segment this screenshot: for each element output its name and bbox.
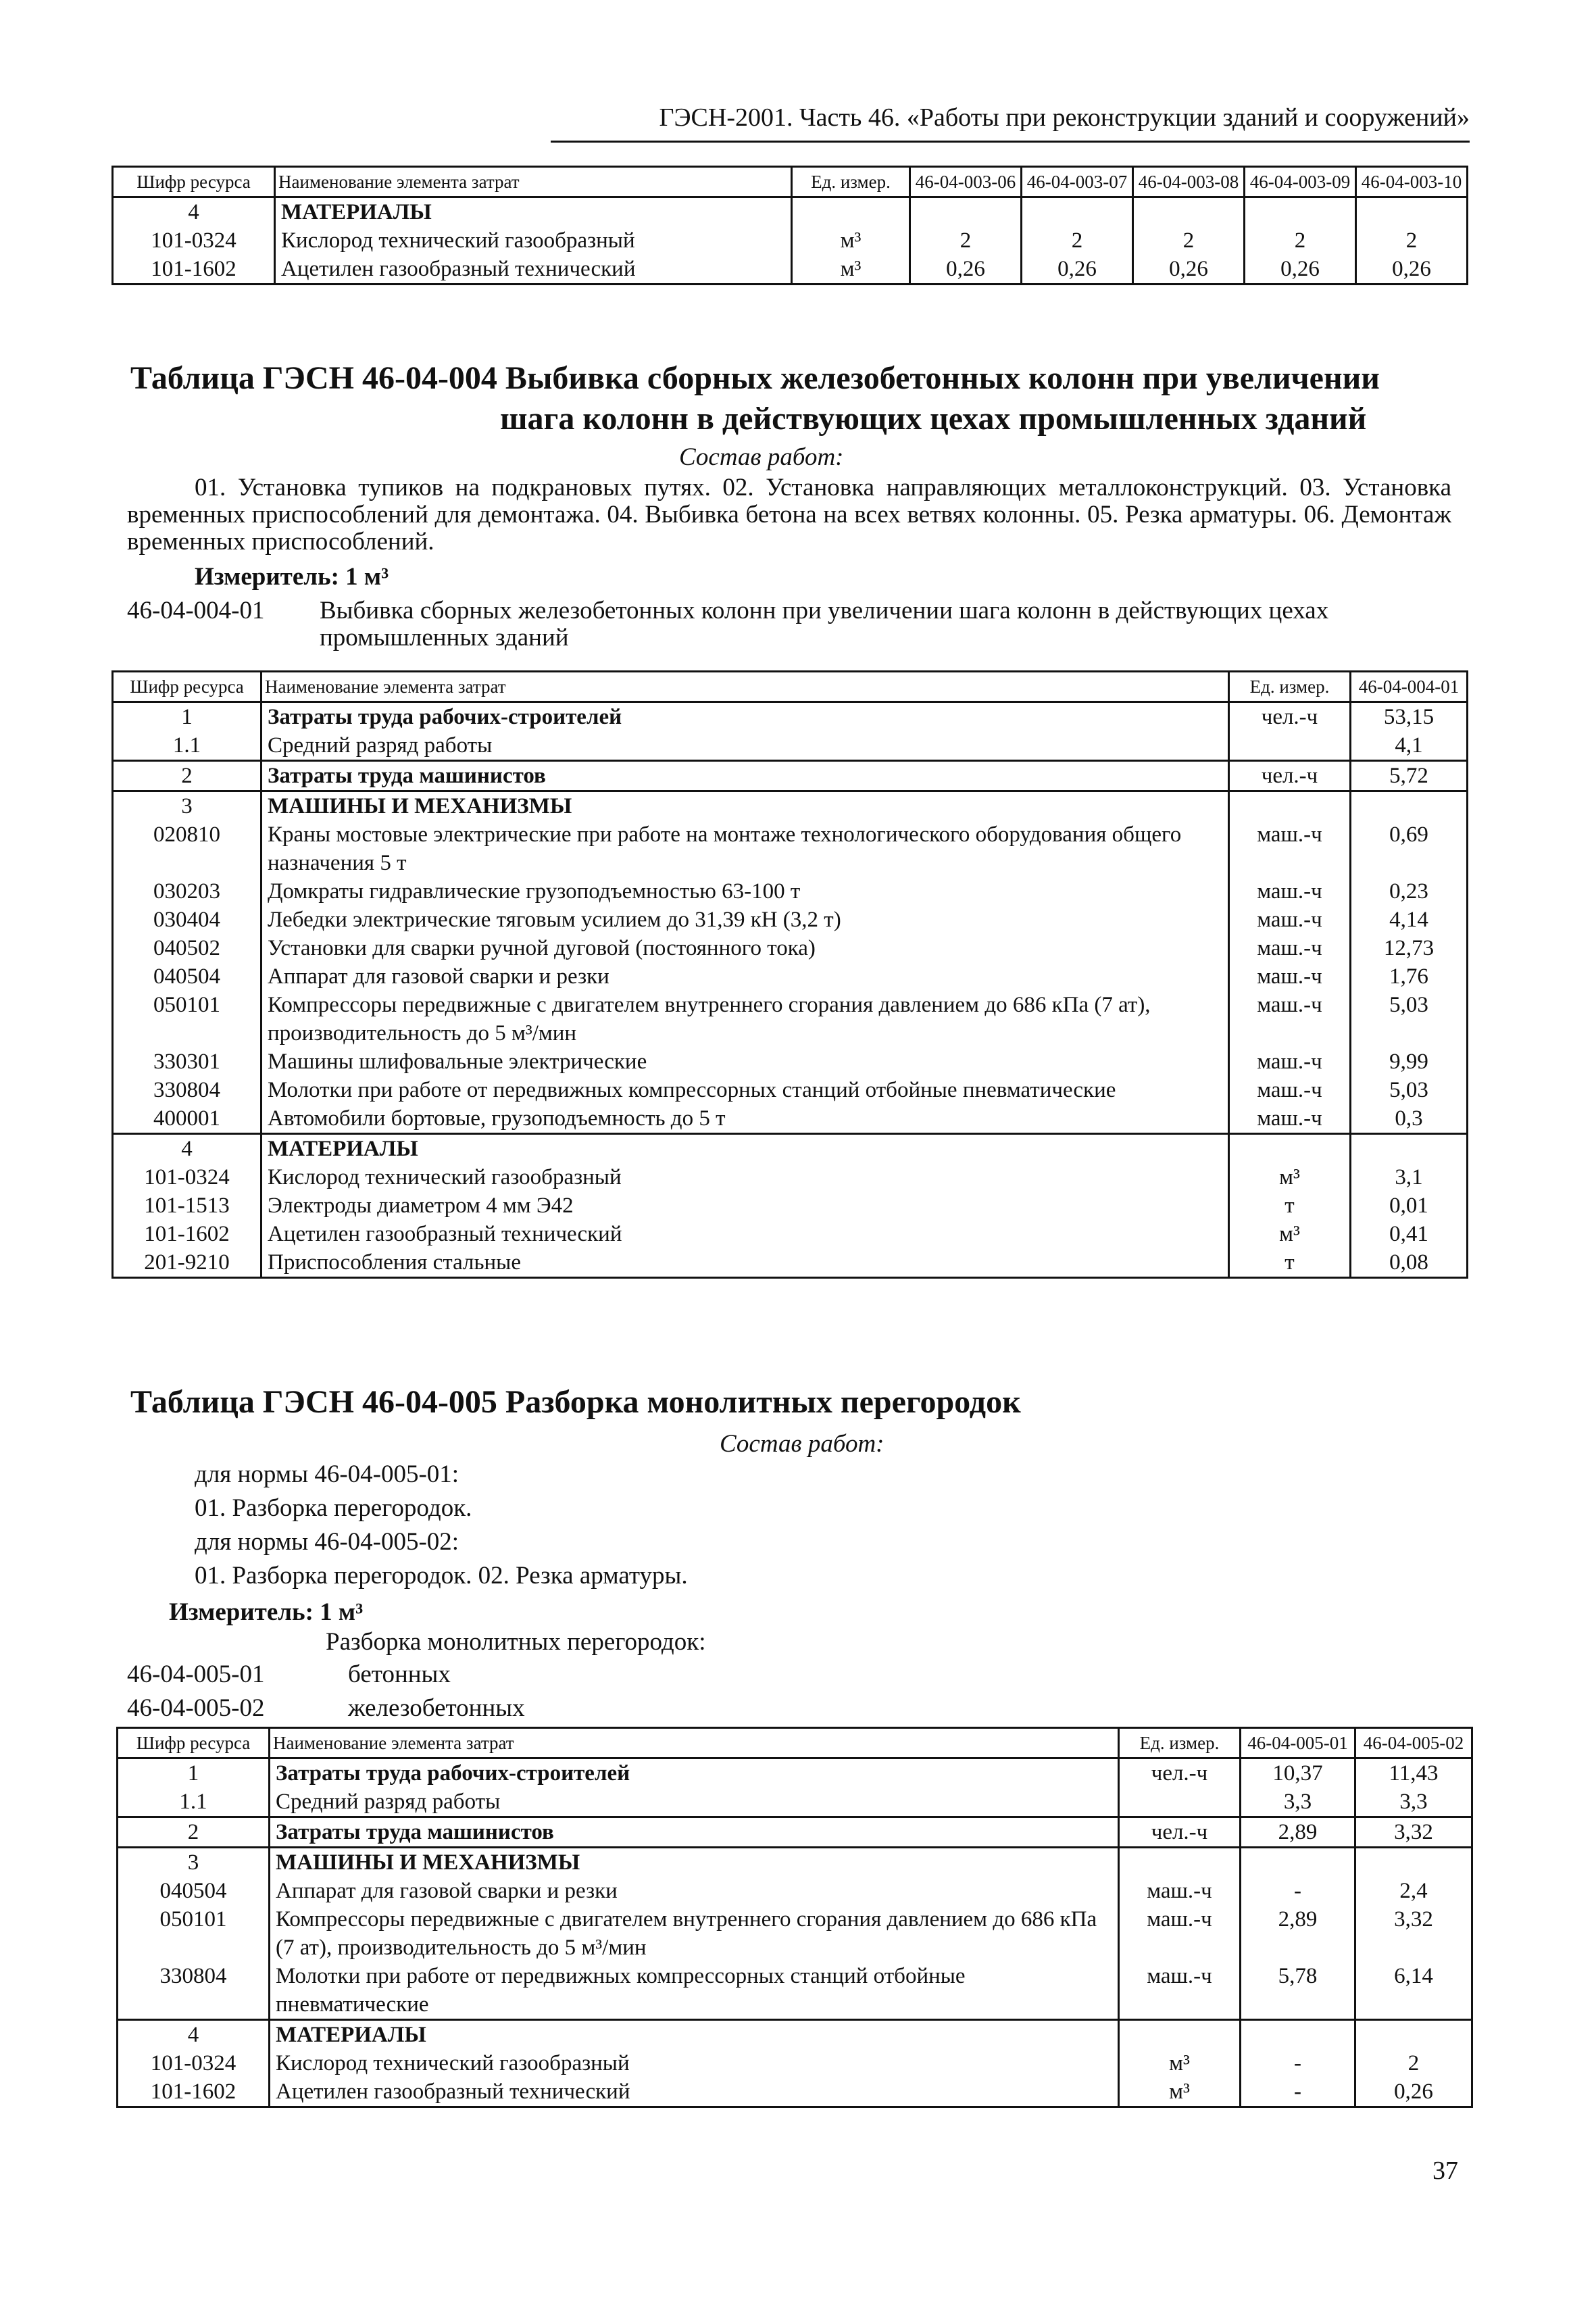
for-norm-1: для нормы 46-04-005-01:: [195, 1460, 459, 1488]
works-description: 01. Установка тупиков на подкрановых путях. 02. Установка направляющих металлоконструкций. 03. Установка временных приспособлений для демонтажа. 04. Выбивка бетона на всех ветвях колонны. 05. Резка арматуры. 06. Демонтаж временных приспособлений.: [127, 474, 1451, 556]
resource-code: 020810: [113, 820, 261, 877]
resource-unit: маш.-ч: [1119, 1962, 1241, 2020]
header-code: Шифр ресурса: [118, 1728, 270, 1758]
resource-unit: [1229, 791, 1351, 821]
resource-name: МАШИНЫ И МЕХАНИЗМЫ: [261, 791, 1229, 821]
norm-value: 0,01: [1351, 1191, 1468, 1220]
resource-name: Средний разряд работы: [261, 731, 1229, 761]
table-row: [113, 1191, 1468, 1220]
resource-name: Средний разряд работы: [270, 1788, 1119, 1817]
table-row: [113, 1104, 1468, 1134]
header-norm-col: 46-04-005-01: [1241, 1728, 1355, 1758]
resource-code: 040504: [113, 962, 261, 991]
table-row: [113, 226, 1468, 255]
table-row: [118, 2077, 1472, 2107]
resource-unit: маш.-ч: [1119, 1905, 1241, 1962]
norm-value: 0,26: [1022, 255, 1133, 285]
norm-value: 0,26: [910, 255, 1022, 285]
resource-name: Затраты труда рабочих-строителей: [261, 702, 1229, 732]
resource-unit: [1119, 1848, 1241, 1877]
norm-2-code: 46-04-005-02: [127, 1694, 265, 1722]
table-row: [113, 255, 1468, 285]
table-row: [113, 820, 1468, 877]
resource-unit: м³: [792, 226, 910, 255]
norm-code: 46-04-004-01: [127, 597, 265, 624]
resource-name: Кислород технический газообразный: [275, 226, 792, 255]
resource-unit: маш.-ч: [1229, 991, 1351, 1048]
norm-value: 53,15: [1351, 702, 1468, 732]
measure-unit: Измеритель: 1 м³: [195, 563, 389, 591]
table-row: [113, 731, 1468, 761]
resource-code: 040504: [118, 1877, 270, 1905]
resource-code: 330804: [118, 1962, 270, 2020]
norm-description: Выбивка сборных железобетонных колонн при увеличении шага колонн в действующих цехах промышленных зданий: [320, 597, 1329, 651]
table-row: [113, 1220, 1468, 1248]
header-unit: Ед. измер.: [1119, 1728, 1241, 1758]
header-norm-col: 46-04-003-09: [1245, 167, 1356, 197]
table-46-04-003-continued: [111, 166, 1468, 285]
header-code: Шифр ресурса: [113, 167, 275, 197]
works-heading-005: Состав работ:: [720, 1430, 884, 1458]
table-004-title-line1: Таблица ГЭСН 46-04-004 Выбивка сборных железобетонных колонн при увеличении: [130, 360, 1380, 396]
norm-value: 0,23: [1351, 877, 1468, 906]
norm-value: [1133, 197, 1245, 227]
resource-name: Ацетилен газообразный технический: [270, 2077, 1119, 2107]
norm-value: [1241, 1848, 1355, 1877]
resource-code: 2: [113, 761, 261, 791]
resource-unit: маш.-ч: [1229, 820, 1351, 877]
resource-code: 1: [118, 1758, 270, 1788]
norm-value: 2,89: [1241, 1817, 1355, 1848]
running-header: ГЭСН-2001. Часть 46. «Работы при реконструкции зданий и сооружений»: [659, 103, 1470, 132]
resource-code: 030404: [113, 906, 261, 934]
norm-value: 3,1: [1351, 1163, 1468, 1191]
norm-value: 0,3: [1351, 1104, 1468, 1134]
resource-code: 330804: [113, 1076, 261, 1104]
resource-unit: [1119, 1788, 1241, 1817]
table-005-title: Таблица ГЭСН 46-04-005 Разборка монолитных перегородок: [130, 1384, 1021, 1420]
table-004-title-line2: шага колонн в действующих цехах промышленных зданий: [500, 401, 1367, 437]
norm-value: 5,03: [1351, 991, 1468, 1048]
resource-name: Кислород технический газообразный: [261, 1163, 1229, 1191]
norm-value: 4,14: [1351, 906, 1468, 934]
norm-value: [1351, 1134, 1468, 1164]
table-row: [113, 906, 1468, 934]
resource-unit: [1119, 2020, 1241, 2050]
resource-code: 030203: [113, 877, 261, 906]
resource-code: 3: [113, 791, 261, 821]
group-row: [118, 1758, 1472, 1788]
norm-value: 2: [1245, 226, 1356, 255]
norm-value: 2: [1355, 2049, 1472, 2077]
page-number: 37: [1432, 2157, 1458, 2185]
header-name: Наименование элемента затрат: [261, 672, 1229, 702]
norm-value: 5,72: [1351, 761, 1468, 791]
norm-value: 0,41: [1351, 1220, 1468, 1248]
norm-value: [910, 197, 1022, 227]
works-norm-2: 01. Разборка перегородок. 02. Резка арматуры.: [195, 1562, 688, 1590]
resource-unit: чел.-ч: [1229, 702, 1351, 732]
table-row: [118, 1905, 1472, 1962]
norm-value: 2,4: [1355, 1877, 1472, 1905]
table-row: [113, 1076, 1468, 1104]
table-row: [113, 934, 1468, 962]
resource-code: 050101: [113, 991, 261, 1048]
norm-value: 0,26: [1356, 255, 1468, 285]
norm-value: 11,43: [1355, 1758, 1472, 1788]
table-46-04-005: [116, 1727, 1473, 2108]
table-row: [113, 991, 1468, 1048]
resource-code: 4: [118, 2020, 270, 2050]
norm-value: [1355, 2020, 1472, 2050]
resource-unit: м³: [1229, 1163, 1351, 1191]
header-rule: [551, 141, 1470, 143]
works-heading: Состав работ:: [679, 443, 844, 471]
table-46-04-004: [111, 670, 1468, 1279]
norm-2-description: железобетонных: [348, 1694, 525, 1722]
table-row: [113, 1163, 1468, 1191]
resource-code: 040502: [113, 934, 261, 962]
resource-name: Установки для сварки ручной дуговой (постоянного тока): [261, 934, 1229, 962]
header-row: [113, 672, 1468, 702]
norm-value: [1241, 2020, 1355, 2050]
header-norm-col: 46-04-005-02: [1355, 1728, 1472, 1758]
resource-code: 2: [118, 1817, 270, 1848]
resource-code: 101-1602: [118, 2077, 270, 2107]
norm-value: 10,37: [1241, 1758, 1355, 1788]
resource-unit: [792, 197, 910, 227]
norm-value: [1022, 197, 1133, 227]
resource-unit: маш.-ч: [1229, 934, 1351, 962]
norm-value: 3,32: [1355, 1905, 1472, 1962]
resource-name: Электроды диаметром 4 мм Э42: [261, 1191, 1229, 1220]
resource-name: Аппарат для газовой сварки и резки: [270, 1877, 1119, 1905]
resource-name: Домкраты гидравлические грузоподъемностью 63-100 т: [261, 877, 1229, 906]
resource-unit: маш.-ч: [1229, 962, 1351, 991]
norm-value: [1351, 791, 1468, 821]
norm-1-code: 46-04-005-01: [127, 1660, 265, 1688]
norm-value: 0,26: [1245, 255, 1356, 285]
resource-name: МАТЕРИАЛЫ: [275, 197, 792, 227]
resource-name: Молотки при работе от передвижных компрессорных станций отбойные пневматические: [270, 1962, 1119, 2020]
header-row: [113, 167, 1468, 197]
norm-value: 5,78: [1241, 1962, 1355, 2020]
resource-name: Компрессоры передвижные с двигателем внутреннего сгорания давлением до 686 кПа (7 ат), производительность до 5 м³/мин: [261, 991, 1229, 1048]
resource-unit: т: [1229, 1248, 1351, 1278]
resource-name: Машины шлифовальные электрические: [261, 1048, 1229, 1076]
table-row: [113, 877, 1468, 906]
header-norm-col: 46-04-004-01: [1351, 672, 1468, 702]
resource-name: Молотки при работе от передвижных компрессорных станций отбойные пневматические: [261, 1076, 1229, 1104]
resource-name: МАШИНЫ И МЕХАНИЗМЫ: [270, 1848, 1119, 1877]
resource-unit: чел.-ч: [1119, 1817, 1241, 1848]
norm-value: 0,26: [1133, 255, 1245, 285]
resource-unit: м³: [792, 255, 910, 285]
group-row: [113, 791, 1468, 821]
header-norm-col: 46-04-003-10: [1356, 167, 1468, 197]
resource-name: Ацетилен газообразный технический: [275, 255, 792, 285]
norm-value: 2: [910, 226, 1022, 255]
resource-code: 101-0324: [118, 2049, 270, 2077]
norm-value: 2: [1022, 226, 1133, 255]
norm-value: 3,3: [1241, 1788, 1355, 1817]
header-code: Шифр ресурса: [113, 672, 261, 702]
resource-code: 330301: [113, 1048, 261, 1076]
resource-code: 1: [113, 702, 261, 732]
norm-value: 2: [1356, 226, 1468, 255]
resource-name: Затраты труда машинистов: [261, 761, 1229, 791]
resource-code: 400001: [113, 1104, 261, 1134]
header-row: [118, 1728, 1472, 1758]
resource-unit: чел.-ч: [1119, 1758, 1241, 1788]
norm-value: -: [1241, 1877, 1355, 1905]
norm-value: -: [1241, 2077, 1355, 2107]
resource-unit: м³: [1229, 1220, 1351, 1248]
resource-name: Лебедки электрические тяговым усилием до 31,39 кН (3,2 т): [261, 906, 1229, 934]
norm-value: 3,3: [1355, 1788, 1472, 1817]
resource-name: Краны мостовые электрические при работе на монтаже технологического оборудования общего назначения 5 т: [261, 820, 1229, 877]
resource-code: 101-0324: [113, 1163, 261, 1191]
group-row: [113, 1134, 1468, 1164]
table-row: [118, 1877, 1472, 1905]
resource-unit: маш.-ч: [1229, 906, 1351, 934]
norm-value: 5,03: [1351, 1076, 1468, 1104]
resource-name: Кислород технический газообразный: [270, 2049, 1119, 2077]
norm-value: 9,99: [1351, 1048, 1468, 1076]
resource-name: Затраты труда рабочих-строителей: [270, 1758, 1119, 1788]
group-row: [113, 197, 1468, 227]
header-norm-col: 46-04-003-08: [1133, 167, 1245, 197]
norm-value: 1,76: [1351, 962, 1468, 991]
resource-unit: маш.-ч: [1229, 1104, 1351, 1134]
resource-unit: т: [1229, 1191, 1351, 1220]
table-row: [113, 962, 1468, 991]
norm-value: 12,73: [1351, 934, 1468, 962]
resource-code: 101-1513: [113, 1191, 261, 1220]
group-row: [118, 1817, 1472, 1848]
group-row: [118, 2020, 1472, 2050]
norm-value: [1355, 1848, 1472, 1877]
resource-name: МАТЕРИАЛЫ: [270, 2020, 1119, 2050]
resource-code: 1.1: [113, 731, 261, 761]
table-row: [118, 1788, 1472, 1817]
group-row: [113, 702, 1468, 732]
resource-name: МАТЕРИАЛЫ: [261, 1134, 1229, 1164]
norm-value: 2,89: [1241, 1905, 1355, 1962]
resource-unit: [1229, 731, 1351, 761]
resource-unit: [1229, 1134, 1351, 1164]
norm-value: 6,14: [1355, 1962, 1472, 2020]
resource-unit: маш.-ч: [1119, 1877, 1241, 1905]
resource-code: 101-1602: [113, 255, 275, 285]
table-row: [113, 1048, 1468, 1076]
norm-value: 4,1: [1351, 731, 1468, 761]
header-unit: Ед. измер.: [1229, 672, 1351, 702]
resource-code: 050101: [118, 1905, 270, 1962]
resource-unit: маш.-ч: [1229, 1076, 1351, 1104]
header-norm-col: 46-04-003-07: [1022, 167, 1133, 197]
header-norm-col: 46-04-003-06: [910, 167, 1022, 197]
norm-value: 0,26: [1355, 2077, 1472, 2107]
resource-name: Затраты труда машинистов: [270, 1817, 1119, 1848]
group-description: Разборка монолитных перегородок:: [326, 1628, 706, 1656]
header-unit: Ед. измер.: [792, 167, 910, 197]
resource-name: Автомобили бортовые, грузоподъемность до 5 т: [261, 1104, 1229, 1134]
resource-unit: маш.-ч: [1229, 1048, 1351, 1076]
norm-value: 3,32: [1355, 1817, 1472, 1848]
resource-code: 201-9210: [113, 1248, 261, 1278]
measure-unit-005: Измеритель: 1 м³: [169, 1598, 364, 1626]
works-norm-1: 01. Разборка перегородок.: [195, 1494, 472, 1522]
resource-code: 101-0324: [113, 226, 275, 255]
resource-unit: чел.-ч: [1229, 761, 1351, 791]
table-row: [118, 2049, 1472, 2077]
norm-value: [1356, 197, 1468, 227]
norm-value: 0,08: [1351, 1248, 1468, 1278]
resource-name: Компрессоры передвижные с двигателем внутреннего сгорания давлением до 686 кПа (7 ат), производительность до 5 м³/мин: [270, 1905, 1119, 1962]
resource-unit: маш.-ч: [1229, 877, 1351, 906]
group-row: [113, 761, 1468, 791]
norm-value: 0,69: [1351, 820, 1468, 877]
resource-code: 3: [118, 1848, 270, 1877]
for-norm-2: для нормы 46-04-005-02:: [195, 1528, 459, 1556]
norm-value: [1245, 197, 1356, 227]
table-row: [113, 1248, 1468, 1278]
resource-code: 1.1: [118, 1788, 270, 1817]
resource-name: Приспособления стальные: [261, 1248, 1229, 1278]
header-name: Наименование элемента затрат: [275, 167, 792, 197]
resource-name: Ацетилен газообразный технический: [261, 1220, 1229, 1248]
header-name: Наименование элемента затрат: [270, 1728, 1119, 1758]
resource-unit: м³: [1119, 2049, 1241, 2077]
table-row: [118, 1962, 1472, 2020]
resource-code: 4: [113, 1134, 261, 1164]
norm-1-description: бетонных: [348, 1660, 451, 1688]
norm-value: 2: [1133, 226, 1245, 255]
norm-value: -: [1241, 2049, 1355, 2077]
resource-code: 101-1602: [113, 1220, 261, 1248]
resource-name: Аппарат для газовой сварки и резки: [261, 962, 1229, 991]
resource-code: 4: [113, 197, 275, 227]
resource-unit: м³: [1119, 2077, 1241, 2107]
group-row: [118, 1848, 1472, 1877]
